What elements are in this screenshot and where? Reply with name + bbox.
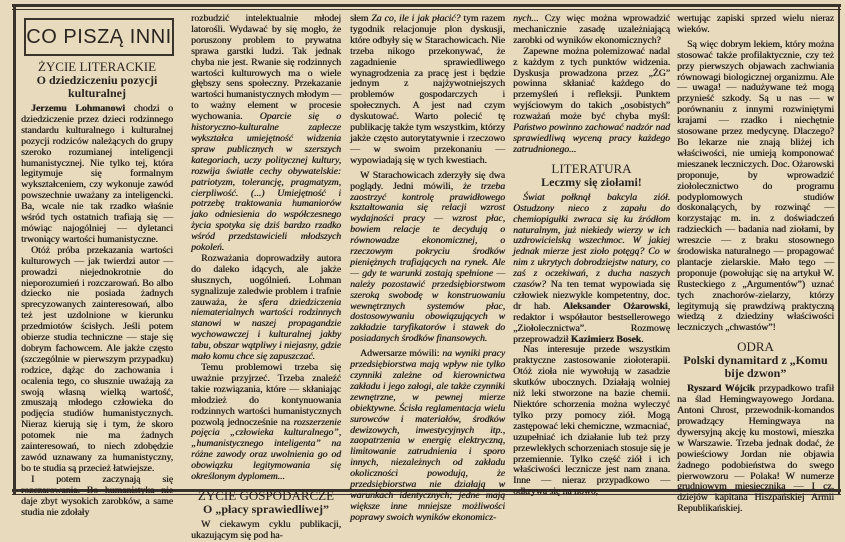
text-run: Nas interesuje przede wszystkim praktyczne zastosowanie ziołoterapii. Otóż zioła nie wywołują w zasadzie skutków ubocznych. Działają wolniej niż leki stworzone na bazie chemii. Niektóre schorzenia można wyleczyć tylko przy pomocy ziół. Mogą zastępować leki chemiczne, wzmacniać, uzupełniać ich działanie lub też przy przewlekłych schorzeniach stosuje się je przemiennie. Tylko część ziół i ich właściwości lecznicze jest nam znana. Inne — nieraz przypadkowo — odkrywa się na nowo, bbox=[513, 344, 670, 498]
italic-text: sfera dziedziczenia niematerialnych wartości rodzinnych stanowi w naszej propagandzie wychowawczej i kulturalnej jakby tabu, obszar wątpliwy i niejasny, gdzie mało komu chce się zapuszczać. bbox=[191, 296, 341, 363]
paragraph bbox=[21, 104, 173, 246]
article-headline: O dziedziczeniu pozycji kulturalnej bbox=[36, 73, 158, 100]
text-run: . bbox=[641, 333, 644, 345]
text-run: W ciekawym cyklu publikacji, ukazującym się pod ha- bbox=[191, 518, 341, 541]
bold-name: Kazimierz Bosek bbox=[570, 333, 642, 345]
paragraph bbox=[513, 345, 670, 498]
paragraph bbox=[21, 246, 173, 475]
italic-text: rozszerzenie pojęcia „człowieka kulturalnego”, „humanistycznego inteligenta” na różne zawody oraz uwolnienia go od obowiązku legitymowania się określonym dyplomem... bbox=[191, 416, 341, 483]
article-headline: O „płacy sprawiedliwej” bbox=[203, 501, 329, 516]
text-column-2 bbox=[191, 14, 341, 542]
text-run: Na ten temat wypowiada się człowiek niezwykle kompetentny, doc. dr hab. bbox=[513, 279, 670, 312]
text-run: I potem zaczynają się rozczarowania. Bo humanistyka nie daje zbyt wysokich zarobków, a same studia nie zdołały bbox=[21, 473, 173, 518]
text-run: Czy więc można wprowadzić mechanicznie zasadę uzależniającą zarobki od wyników ekonomicznych? bbox=[513, 13, 670, 46]
bold-name: Aleksander Ożarowski bbox=[563, 300, 668, 312]
text-column-4 bbox=[513, 14, 670, 498]
text-run: Adwersarze mówili: bbox=[360, 348, 443, 360]
italic-text: Za co, ile i jak płacić? bbox=[371, 13, 461, 24]
left-rule bbox=[13, 4, 16, 494]
italic-text: że trzeba zaostrzyć kontrolę prawidłowego kształtowania się relacji wzrost wydajności pracy — wzrost płac, bowiem relacje te decydują o równowadze ekonomicznej, o rzeczowym pokryciu środków pieniężnych trafiających na rynek. Ale — gdy te warunki zostają spełnione — należy pozostawić przedsiębiorstwom szeroką swobodę w konstruowaniu wewnętrznych systemów płac, dostosowywaniu obowiązujących w zakładzie taryfikatorów i stawek do posiadanych środków finansowych. bbox=[350, 180, 505, 345]
top-rule bbox=[12, 4, 841, 7]
paragraph bbox=[513, 47, 670, 156]
text-run: Są więc dobrym lekiem, który można stosować także profilaktycznie, czy też przy pierwszych objawach zachwiania równowagi biologicznej organizmu. Ale — uwaga! — nadużywane też mogą przynieść szkody. Są u nas — w porównaniu z innymi rozwiniętymi krajami — rzadko i niechętnie stosowane przez medycynę. Dlaczego? Bo lekarze nie znają bliżej ich właściwości, nie umieją komponować mieszanek leczniczych. Doc. Ożarowski proponuje, by wprowadzić ziołolecznictwo do programu podyplomowych studiów doskonalących, by rozwinąć — korzystając m. in. z doświadczeń radzieckich — badania nad ziołami, by wreszcie — z braku stosownego środowiska naturalnego — propagować plantacje zielarskie. Mało tego — proponuje (powołując się na artykuł W. Rusteckiego z „Argumentów”) uznać tych znachorów-zielarzy, którzy legitymują się prawdziwą praktyczną wiedzą z dziedziny właściwości leczniczych „chwastów”! bbox=[677, 38, 834, 334]
italic-text: na wyniki pracy przedsiębiorstwa mają wpływ nie tylko czynniki zależne od kierownictwa zakładu i jego załogi, ale także czynniki zewnętrzne, w pewnej mierze obiektywne. Ścisła reglamentacja wielu surowców i materiałów, środków dewizowych, inwestycyjnych itp., zaopatrzenia w energię elektryczną, limitowanie zatrudnienia i sporo innych, niezależnych od zakładu okoliczności powodują, że przedsiębiorstwa nie działają w warunkach identycznych; jedne mają większe inne mniejsze możliwości poprawy swoich wyników ekonomicz- bbox=[350, 348, 505, 523]
paragraph bbox=[191, 520, 341, 542]
right-rule bbox=[838, 4, 840, 494]
text-run: Otóż próba przekazania wartości kulturowych — jak twierdzi autor — prowadzi niejednokrotnie do nieporozumień i rozczarowań. Bo albo dziecko nie posiada żadnych sprecyzowanych zainteresowań, albo też jest uzdolnione w kierunku przedmiotów ścisłych. Jeśli potem obierze studia techniczne — staje się dobrym fachowcem. Ale jakże często (szczególnie w pierwszym przypadku) rodzice, dążąc do zachowania i ocalenia tego, co słusznie uważają za swoją własną wielką wartość, zmuszają młodego człowieka do podjęcia studiów humanistycznych. Nieraz kierują się i tym, że skoro potomek nie ma żadnych zainteresowań, to niech zdobędzie zawód uznawany za humanistyczny, bo te studia są przecież łatwiejsze. bbox=[21, 244, 173, 474]
paragraph bbox=[677, 14, 834, 36]
paragraph bbox=[350, 349, 505, 524]
text-run: Zapewne można polemizować nadal z każdym z tych punktów widzenia. Dyskusja prowadzona przez „ŻG” powinna skłaniać każdego do przemyśleń i refleksji. Punktem wyjściowym do takich „osobistych” rozważań może być chyba myśl: bbox=[513, 45, 670, 123]
text-run: rozbudzić intelektualnie młodej latorośli. Wydawać by się mogło, że poruszony problem to prywatna sprawa garstki ludzi. Tak jednak chyba nie jest. Rwanie się rodzinnych wartości kulturowych ma o wiele głębszy sens społeczny. Przekazanie wartości humanistycznych młodym — to ważny element w procesie wychowania. bbox=[191, 13, 341, 123]
text-run: W Starachowicach zderzyły się dwa poglądy. Jedni mówili, bbox=[350, 169, 505, 192]
section-label: LITERATURA bbox=[551, 160, 632, 176]
italic-text: nych... bbox=[513, 13, 539, 24]
article-headline: Leczmy się ziołami! bbox=[541, 174, 642, 189]
italic-text: Państwo powinno zachować nadzór nad sprawiedliwą wyceną pracy każdego zatrudnionego... bbox=[513, 122, 670, 155]
article-headline: Polski dynamitard z „Komu bije dzwon” bbox=[683, 353, 828, 381]
text-column-5 bbox=[677, 14, 834, 515]
text-run: przypadkowo trafił na ślad Hemingwayowego Jordana. Antoni Chrost, przewodnik-komandos prowadzący Hemingwaya na dywersyjną akcję ku mostowi, mieszka w Warszawie. Trzeba jednak dodać, że powieściowy Jordan nie objawia żadnego podobieństwa do swego pierwowzoru — Polaka! W numerze grudniowym miesięcznika — I cz. dziejów kapitana Hiszpańskiej Armii Republikańskiej. bbox=[677, 383, 834, 515]
text-run: wertując zapiski sprzed wielu nieraz wieków. bbox=[677, 13, 834, 35]
text-run: tym razem tygodnik relacjonuje plon dyskusji, które odbyły się w Starachowicach. Nie trzeba nikogo przekonywać, że zagadnienie sprawiedliwego wynagrodzenia za pracę jest i będzie jednym z najżywotniejszych problemów gospodarczych i społecznych. A jest nad czym dyskutować. Warto polecić tę publikację także tym wszystkim, którzy jakże często autorytatywnie i rzeczowo — w swoim przekonaniu — wypowiadają się w tych kwestiach. bbox=[350, 13, 505, 166]
paragraph bbox=[191, 363, 341, 483]
column-title: CO PISZĄ INNI bbox=[26, 25, 172, 48]
bold-name: Jerzemu Lohmanowi bbox=[31, 103, 125, 114]
paragraph bbox=[350, 171, 505, 346]
text-run: Rozważania doprowadziły autora do daleko idących, ale jakże słusznych, uogólnień. Lohman sygnalizuje zaledwie problem i trafnie zauważa, że bbox=[191, 252, 341, 308]
section-label: ODRA bbox=[737, 339, 774, 355]
paragraph bbox=[677, 384, 834, 515]
text-run: słem bbox=[350, 13, 372, 24]
bold-name: Ryszard Wójcik bbox=[687, 383, 755, 395]
section-label: ŻYCIE LITERACKIE bbox=[37, 59, 157, 74]
top-rule-thin bbox=[12, 9, 841, 10]
text-column-1 bbox=[21, 60, 173, 518]
paragraph bbox=[191, 254, 341, 363]
section-label: ŻYCIE GOSPODARCZE bbox=[197, 487, 335, 503]
text-run: Temu problemowi trzeba się uważnie przyjrzeć. Trzeba znaleźć takie rozwiązania, które — skłaniając młodzież do kontynuowania rodzinnych wartości humanistycznych pozwolą jednocześnie na bbox=[191, 362, 341, 428]
text-column-3 bbox=[350, 14, 505, 524]
paragraph bbox=[350, 14, 505, 167]
italic-text: Świat połknął bakcyla ziół. Ostudzony nieco z zapału do chemiopigułki zwraca się ku źródłom naturalnym, już niekiedy wierzy w ich uzdrowicielską wszechmoc. W jakiej jednak mierze jest zioło potęgą? Co w nim z ukrytych dobrodziejstw natury, co zaś z oczekiwań, z ducha naszych czasów? bbox=[513, 191, 670, 291]
paragraph bbox=[513, 193, 670, 346]
text-run: chodzi o dziedziczenie przez dzieci rodzinnego standardu kulturalnego i kulturalnej pozycji rodziców należących do grupy szeroko rozumianej inteligencji humanistycznej. Nie tylko tej, która legitymuje się formalnym wykształceniem, czy wykonuje zawód powszechnie uważany za inteligencki. Ba, wcale nie tak rzadko właśnie wśród tych ostatnich trafiają się — mówiąc najogólniej — dyletanci trwoniący wartości humanistyczne. bbox=[21, 103, 173, 245]
paragraph bbox=[191, 14, 341, 254]
column-title-box bbox=[24, 18, 174, 56]
italic-text: Oparcie się o historyczno-kulturalne zaplecze wykształca umiejętność widzenia spraw publicznych w szerszych kategoriach, uczy politycznej kultury, rozwija światłe cechy obywatelskie: patriotyzm, tolerancję, pragmatyzm, cierpliwość. (...) Umiejętność i potrzebę traktowania humaniorów jako odniesienia do współczesnego życia spotyka się dziś bardzo rzadko wśród przedstawicieli młodszych pokoleń. bbox=[191, 111, 341, 254]
text-run: , redaktor i współautor bestsellerowego „Ziołolecznictwa”. Rozmowę przeprowadził bbox=[513, 300, 670, 345]
paragraph bbox=[21, 475, 173, 519]
paragraph bbox=[513, 14, 670, 47]
paragraph bbox=[677, 40, 834, 334]
